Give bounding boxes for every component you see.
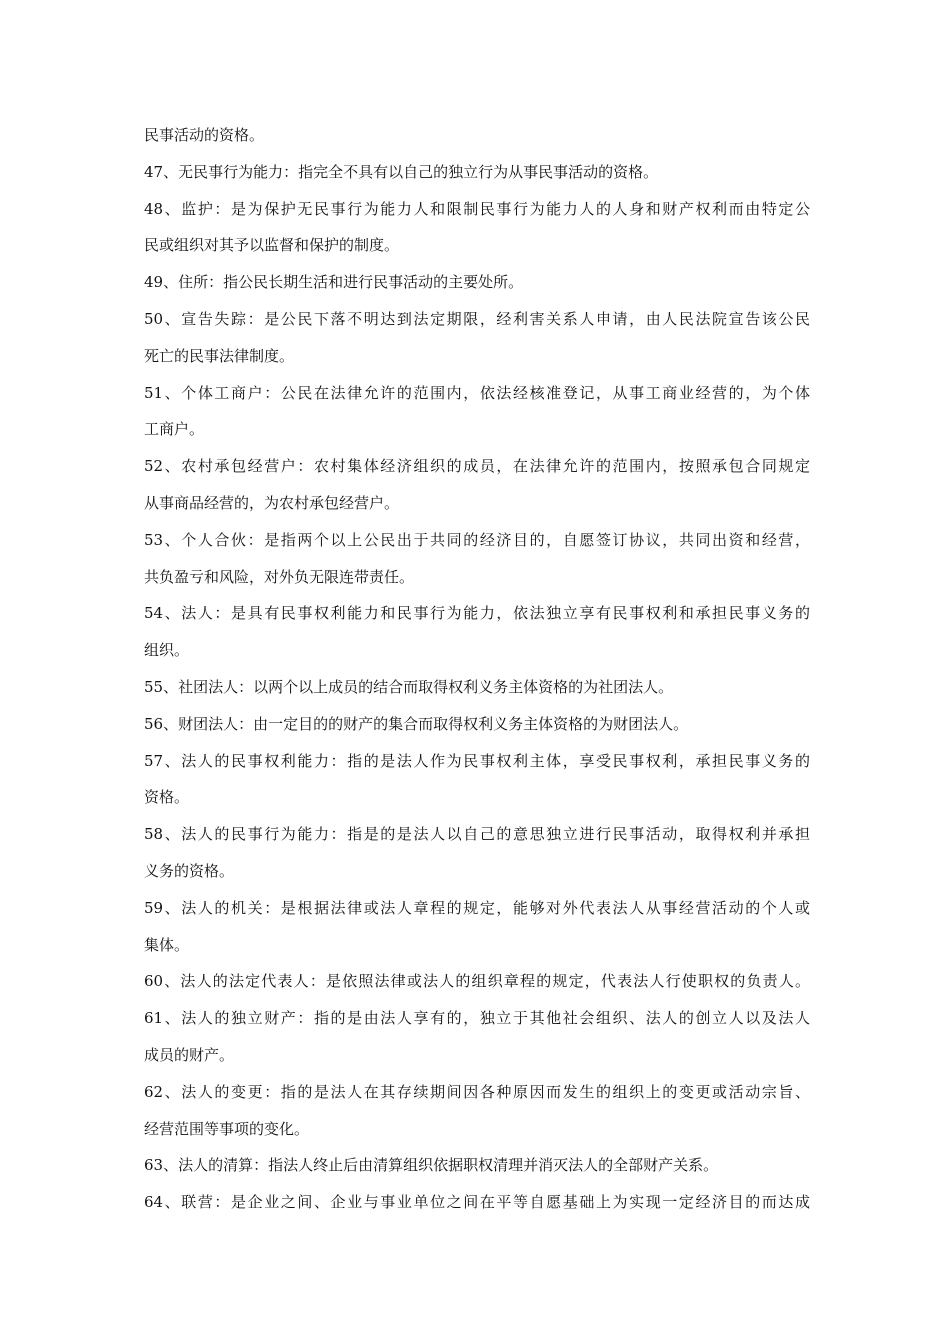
text-line: 死亡的民事法律制度。 bbox=[144, 346, 295, 365]
text-line: 51、个体工商户：公民在法律允许的范围内，依法经核准登记，从事工商业经营的，为个体 bbox=[144, 383, 810, 402]
text-line: 经营范围等事项的变化。 bbox=[144, 1119, 310, 1138]
text-line: 48、监护：是为保护无民事行为能力人和限制民事行为能力人的人身和财产权利而由特定公 bbox=[144, 199, 810, 218]
text-line: 61、法人的独立财产：指的是由法人享有的，独立于其他社会组织、法人的创立人以及法人 bbox=[144, 1009, 810, 1028]
text-line: 民或组织对其予以监督和保护的制度。 bbox=[144, 236, 400, 255]
text-line: 组织。 bbox=[144, 641, 190, 660]
text-line: 60、法人的法定代表人：是依照法律或法人的组织章程的规定，代表法人行使职权的负责人。 bbox=[144, 972, 810, 991]
text-line: 57、法人的民事权利能力：指的是法人作为民事权利主体，享受民事权利，承担民事义务的 bbox=[144, 751, 810, 770]
text-line: 63、法人的清算：指法人终止后由清算组织依据职权清理并消灭法人的全部财产关系。 bbox=[144, 1156, 719, 1175]
text-line: 共负盈亏和风险，对外负无限连带责任。 bbox=[144, 567, 415, 586]
text-line: 59、法人的机关：是根据法律或法人章程的规定，能够对外代表法人从事经营活动的个人或 bbox=[144, 898, 810, 917]
text-line: 从事商品经营的，为农村承包经营户。 bbox=[144, 493, 400, 512]
text-line: 民事活动的资格。 bbox=[144, 126, 265, 144]
document-body bbox=[144, 117, 810, 1221]
text-line: 义务的资格。 bbox=[144, 861, 235, 880]
text-line: 集体。 bbox=[144, 935, 190, 954]
text-line: 55、社团法人：以两个以上成员的结合而取得权利义务主体资格的为社团法人。 bbox=[144, 677, 674, 696]
text-line: 50、宣告失踪：是公民下落不明达到法定期限，经利害关系人申请，由人民法院宣告该公民 bbox=[144, 309, 810, 328]
text-line: 54、法人：是具有民事权利能力和民事行为能力，依法独立享有民事权利和承担民事义务的 bbox=[144, 604, 810, 623]
text-line: 资格。 bbox=[144, 788, 190, 807]
text-line: 62、法人的变更：指的是法人在其存续期间因各种原因而发生的组织上的变更或活动宗旨、 bbox=[144, 1082, 810, 1101]
text-line: 47、无民事行为能力：指完全不具有以自己的独立行为从事民事活动的资格。 bbox=[144, 162, 659, 181]
text-line: 56、财团法人：由一定目的的财产的集合而取得权利义务主体资格的为财团法人。 bbox=[144, 714, 689, 733]
text-line: 工商户。 bbox=[144, 420, 205, 439]
text-line: 58、法人的民事行为能力：指是的是法人以自己的意思独立进行民事活动，取得权利并承担 bbox=[144, 825, 810, 844]
text-line: 成员的财产。 bbox=[144, 1045, 235, 1064]
text-line: 52、农村承包经营户：农村集体经济组织的成员，在法律允许的范围内，按照承包合同规定 bbox=[144, 457, 810, 476]
text-line: 64、联营：是企业之间、企业与事业单位之间在平等自愿基础上为实现一定经济目的而达成 bbox=[144, 1193, 810, 1212]
text-line: 49、住所：指公民长期生活和进行民事活动的主要处所。 bbox=[144, 273, 524, 292]
text-line: 53、个人合伙：是指两个以上公民出于共同的经济目的，自愿签订协议，共同出资和经营， bbox=[144, 530, 810, 549]
